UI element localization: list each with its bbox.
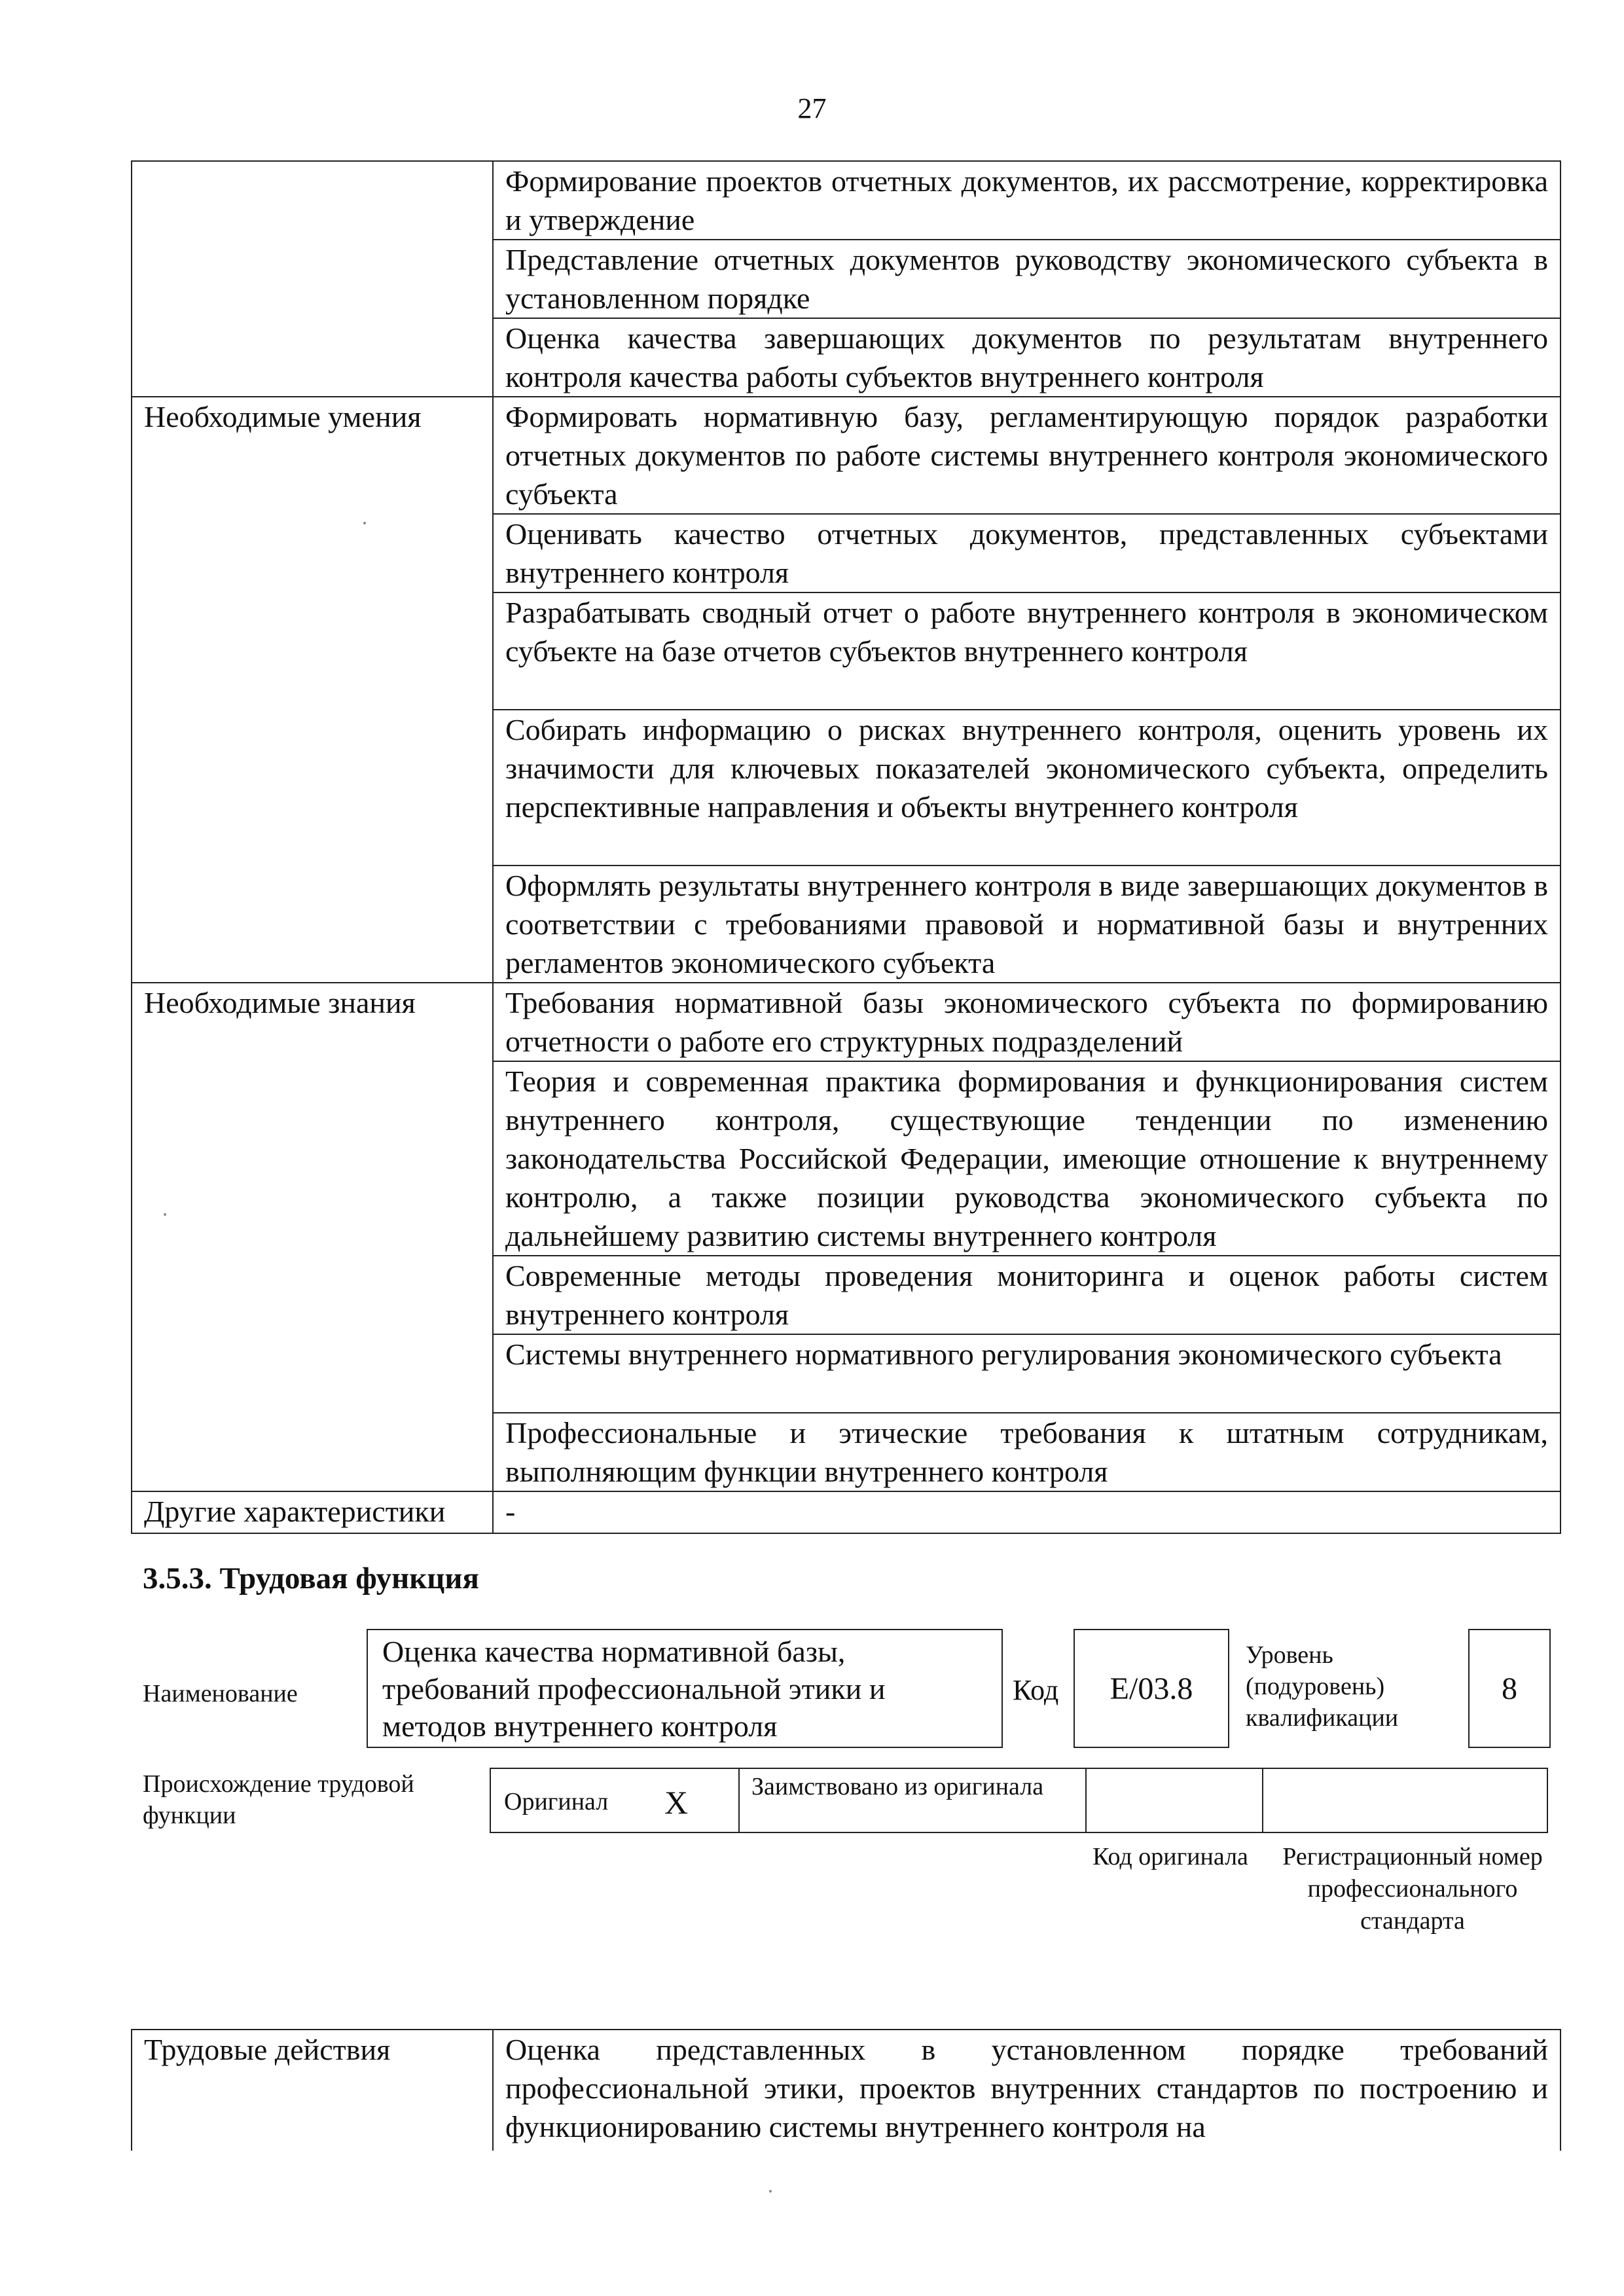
section-heading: 3.5.3. Трудовая функция bbox=[143, 1561, 479, 1595]
table-cell: Формировать нормативную базу, регламентирующую порядок разработки отчетных документов по работе системы внутреннего контроля экономического субъекта bbox=[493, 397, 1561, 514]
original-label: Оригинал bbox=[504, 1788, 609, 1815]
function-name-label: Наименование bbox=[143, 1680, 298, 1707]
page-number: 27 bbox=[797, 92, 827, 124]
table-cell: Требования нормативной базы экономического субъекта по формированию отчетности о работе его структурных подразделений bbox=[493, 983, 1561, 1061]
actions-text: Оценка представленных в установленном порядке требований профессиональной этики, проектов внутренних стандартов по построению и функционированию системы внутреннего контроля на bbox=[493, 2030, 1561, 2151]
table-cell: Оформлять результаты внутреннего контроля в виде завершающих документов в соответствии с требованиями правовой и нормативной базы и внутренних регламентов экономического субъекта bbox=[493, 866, 1561, 983]
table-cell: Представление отчетных документов руководству экономического субъекта в установленном порядке bbox=[493, 240, 1561, 318]
table-cell: Оценивать качество отчетных документов, представленных субъектами внутреннего контроля bbox=[493, 514, 1561, 592]
original-mark: X bbox=[664, 1784, 689, 1821]
table-cell: Формирование проектов отчетных документов, их рассмотрение, корректировка и утверждение bbox=[493, 161, 1561, 240]
table-cell: Профессиональные и этические требования к штатным сотрудникам, выполняющим функции внутреннего контроля bbox=[493, 1413, 1561, 1491]
table-row bbox=[132, 2030, 1561, 2151]
origin-reg-cell bbox=[1263, 1769, 1547, 1832]
origin-code-cell bbox=[1087, 1769, 1263, 1832]
origin-reg-caption: Регистрационный номер профессионального стандарта bbox=[1282, 1843, 1543, 1935]
table-cell: Современные методы проведения мониторинга и оценок работы систем внутреннего контроля bbox=[493, 1256, 1561, 1334]
borrowed-label: Заимствовано из оригинала bbox=[740, 1769, 1087, 1832]
origin-label: Происхождение трудовой функции bbox=[143, 1770, 414, 1829]
actions-label: Трудовые действия bbox=[132, 2030, 493, 2151]
table-row bbox=[132, 161, 1561, 240]
table-cell: Оценка качества завершающих документов по результатам внутреннего контроля качества работы субъектов внутреннего контроля bbox=[493, 318, 1561, 397]
table-cell: Системы внутреннего нормативного регулирования экономического субъекта bbox=[493, 1334, 1561, 1413]
requirements-table bbox=[131, 160, 1561, 1534]
table-cell: - bbox=[493, 1491, 1561, 1533]
origin-original-cell bbox=[491, 1769, 740, 1832]
table-cell: Разрабатывать сводный отчет о работе внутреннего контроля в экономическом субъекте на базе отчетов субъектов внутреннего контроля bbox=[493, 592, 1561, 710]
code-box: E/03.8 bbox=[1074, 1629, 1229, 1748]
scan-speck bbox=[769, 2190, 772, 2193]
row-label bbox=[132, 161, 493, 397]
row-label-knowledge: Необходимые знания bbox=[132, 983, 493, 1491]
scan-speck bbox=[164, 1213, 166, 1216]
code-label: Код bbox=[1013, 1674, 1059, 1706]
function-name-box: Оценка качества нормативной базы, требований профессиональной этики и методов внутреннего контроля bbox=[367, 1629, 1003, 1748]
row-label-skills: Необходимые умения bbox=[132, 397, 493, 983]
level-label: Уровень (подуровень) квалификации bbox=[1246, 1641, 1399, 1732]
actions-table bbox=[131, 2029, 1561, 2151]
row-label-other: Другие характеристики bbox=[132, 1491, 493, 1533]
table-row bbox=[132, 1491, 1561, 1533]
table-cell: Теория и современная практика формирования и функционирования систем внутреннего контроля, существующие тенденции по изменению законодательства Российской Федерации, имеющие отношение к внутреннему контролю, а также позиции руководства экономического субъекта по дальнейшему развитию системы внутреннего контроля bbox=[493, 1061, 1561, 1256]
level-box: 8 bbox=[1468, 1629, 1551, 1748]
table-row bbox=[132, 983, 1561, 1061]
origin-table bbox=[490, 1768, 1548, 1833]
table-row bbox=[132, 397, 1561, 514]
origin-code-caption: Код оригинала bbox=[1092, 1843, 1248, 1870]
scan-speck bbox=[363, 522, 366, 524]
table-cell: Собирать информацию о рисках внутреннего контроля, оценить уровень их значимости для ключевых показателей экономического субъекта, определить перспективные направления и объекты внутреннего контроля bbox=[493, 710, 1561, 866]
